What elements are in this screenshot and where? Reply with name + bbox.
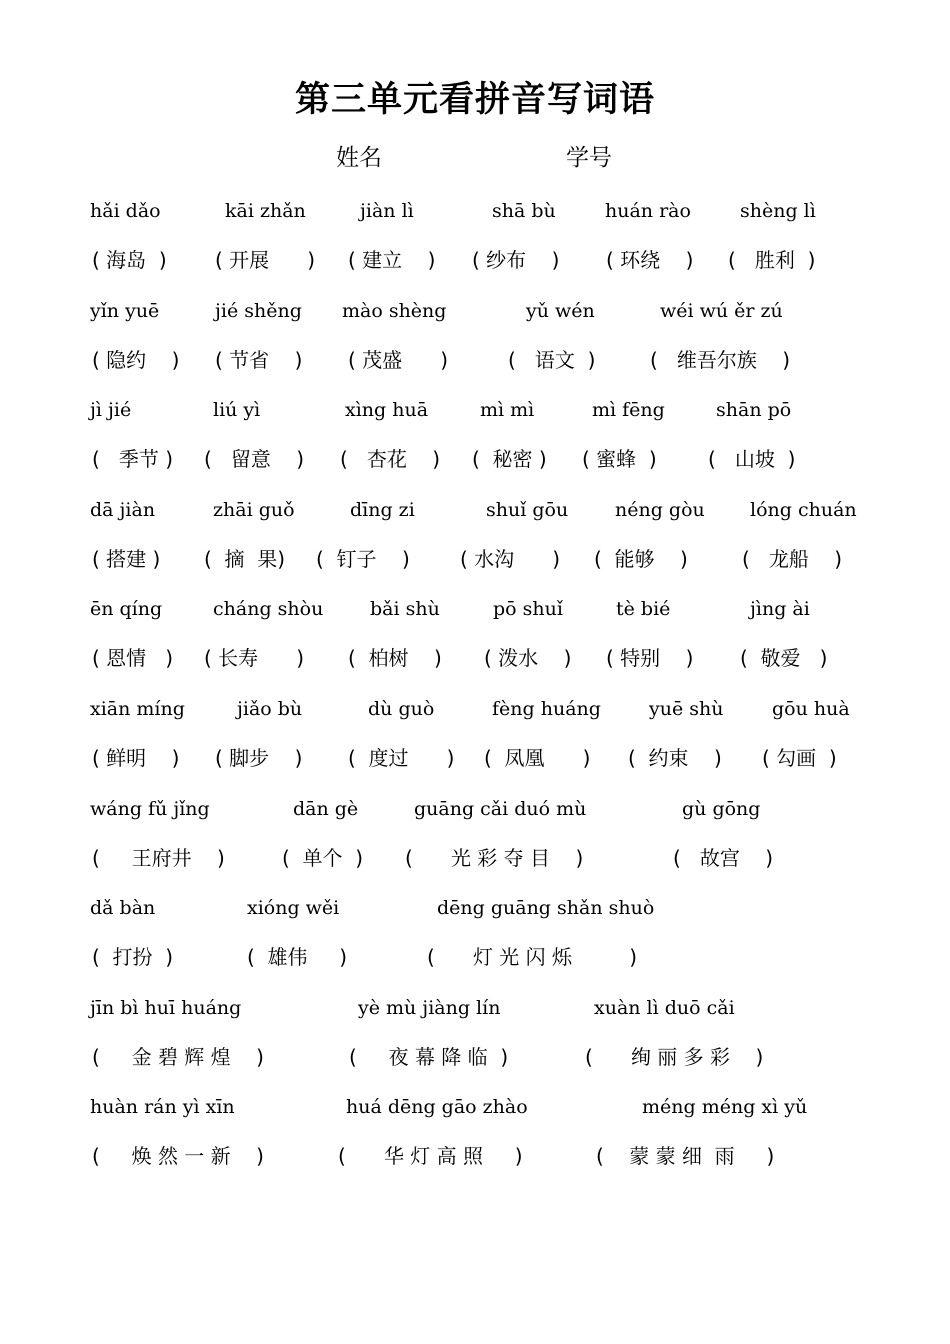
name-label: 姓名 bbox=[336, 145, 382, 171]
answer-field: ( 蜜蜂 ) bbox=[582, 447, 657, 471]
answer-field: ( 打扮 ) bbox=[92, 945, 174, 969]
pinyin-prompt: xuàn lì duō cǎi bbox=[594, 997, 735, 1019]
pinyin-row bbox=[0, 495, 950, 525]
pinyin-prompt: dīng zi bbox=[350, 499, 415, 521]
pinyin-prompt: jīn bì huī huáng bbox=[90, 997, 242, 1019]
pinyin-prompt: mì mì bbox=[480, 399, 535, 421]
answer-field: ( 胜利 ) bbox=[728, 248, 816, 272]
pinyin-prompt: wáng fǔ jǐng bbox=[90, 798, 210, 820]
answer-field: ( 留意 ) bbox=[204, 447, 305, 471]
answer-field: ( 凤凰 ) bbox=[484, 746, 591, 770]
pinyin-prompt: lóng chuán bbox=[750, 499, 857, 521]
answer-row bbox=[0, 542, 950, 576]
pinyin-prompt: shā bù bbox=[492, 200, 556, 222]
pinyin-row bbox=[0, 296, 950, 326]
answer-row bbox=[0, 841, 950, 875]
pinyin-prompt: pō shuǐ bbox=[493, 598, 563, 620]
answer-field: ( 约束 ) bbox=[628, 746, 722, 770]
pinyin-prompt: jì jié bbox=[90, 399, 132, 421]
pinyin-prompt: ēn qíng bbox=[90, 598, 163, 620]
answer-field: ( 隐约 ) bbox=[92, 348, 180, 372]
answer-field: ( 纱布 ) bbox=[472, 248, 560, 272]
pinyin-prompt: shèng lì bbox=[740, 200, 816, 222]
pinyin-prompt: shān pō bbox=[716, 399, 792, 421]
pinyin-row bbox=[0, 993, 950, 1023]
pinyin-prompt: mào shèng bbox=[342, 300, 447, 322]
answer-field: ( 焕 然 一 新 ) bbox=[92, 1144, 264, 1168]
answer-field: ( 蒙 蒙 细 雨 ) bbox=[596, 1144, 775, 1168]
answer-field: ( 华 灯 高 照 ) bbox=[338, 1144, 523, 1168]
answer-field: ( 节省 ) bbox=[215, 348, 303, 372]
answer-field: ( 环绕 ) bbox=[606, 248, 694, 272]
answer-field: ( 度过 ) bbox=[348, 746, 455, 770]
pinyin-prompt: néng gòu bbox=[615, 499, 705, 521]
answer-row bbox=[0, 442, 950, 476]
student-number-label: 学号 bbox=[566, 145, 612, 171]
answer-field: ( 敬爱 ) bbox=[740, 646, 828, 670]
answer-field: ( 水沟 ) bbox=[460, 547, 561, 571]
answer-row bbox=[0, 741, 950, 775]
pinyin-row bbox=[0, 395, 950, 425]
pinyin-prompt: jìng ài bbox=[750, 598, 810, 620]
pinyin-row bbox=[0, 694, 950, 724]
answer-field: ( 绚 丽 多 彩 ) bbox=[585, 1045, 764, 1069]
answer-field: ( 单个 ) bbox=[282, 846, 364, 870]
pinyin-prompt: yuē shù bbox=[649, 698, 724, 720]
pinyin-prompt: yǔ wén bbox=[526, 300, 595, 322]
answer-field: ( 语文 ) bbox=[508, 348, 596, 372]
pinyin-prompt: xìng huā bbox=[345, 399, 429, 421]
answer-field: ( 杏花 ) bbox=[340, 447, 441, 471]
pinyin-prompt: shuǐ gōu bbox=[486, 499, 569, 521]
answer-field: ( 摘 果) bbox=[204, 547, 286, 571]
answer-row bbox=[0, 243, 950, 277]
answer-field: ( 搭建 ) bbox=[92, 547, 161, 571]
pinyin-prompt: zhāi guǒ bbox=[213, 499, 295, 521]
answer-field: ( 能够 ) bbox=[594, 547, 688, 571]
answer-field: ( 开展 ) bbox=[215, 248, 316, 272]
answer-field: ( 勾画 ) bbox=[762, 746, 837, 770]
answer-field: ( 雄伟 ) bbox=[247, 945, 348, 969]
pinyin-prompt: méng méng xì yǔ bbox=[642, 1096, 808, 1118]
pinyin-prompt: yǐn yuē bbox=[90, 300, 160, 322]
pinyin-prompt: bǎi shù bbox=[370, 598, 440, 620]
pinyin-prompt: huá dēng gāo zhào bbox=[346, 1096, 528, 1118]
answer-field: ( 灯 光 闪 烁 ) bbox=[427, 945, 638, 969]
answer-row bbox=[0, 1040, 950, 1074]
pinyin-prompt: dān gè bbox=[293, 798, 359, 820]
pinyin-prompt: dǎ bàn bbox=[90, 897, 156, 919]
answer-row bbox=[0, 1139, 950, 1173]
pinyin-prompt: gōu huà bbox=[772, 698, 850, 720]
pinyin-prompt: gù gōng bbox=[682, 798, 761, 820]
answer-field: ( 金 碧 辉 煌 ) bbox=[92, 1045, 264, 1069]
answer-field: ( 夜 幕 降 临 ) bbox=[349, 1045, 509, 1069]
page-title: 第三单元看拼音写词语 bbox=[294, 80, 655, 120]
pinyin-prompt: hǎi dǎo bbox=[90, 200, 161, 222]
pinyin-row bbox=[0, 1092, 950, 1122]
pinyin-prompt: huán rào bbox=[605, 200, 691, 222]
answer-field: ( 特别 ) bbox=[606, 646, 694, 670]
pinyin-prompt: mì fēng bbox=[592, 399, 665, 421]
pinyin-prompt: liú yì bbox=[213, 399, 261, 421]
pinyin-prompt: yè mù jiàng lín bbox=[358, 997, 501, 1019]
pinyin-prompt: dā jiàn bbox=[90, 499, 156, 521]
answer-row bbox=[0, 343, 950, 377]
answer-field: ( 故宫 ) bbox=[673, 846, 774, 870]
pinyin-prompt: guāng cǎi duó mù bbox=[414, 798, 587, 820]
answer-field: ( 龙船 ) bbox=[742, 547, 843, 571]
answer-field: ( 山坡 ) bbox=[708, 447, 796, 471]
answer-field: ( 光 彩 夺 目 ) bbox=[405, 846, 584, 870]
pinyin-row bbox=[0, 893, 950, 923]
pinyin-prompt: xióng wěi bbox=[247, 897, 340, 919]
answer-field: ( 泼水 ) bbox=[484, 646, 572, 670]
pinyin-prompt: huàn rán yì xīn bbox=[90, 1096, 235, 1118]
pinyin-prompt: cháng shòu bbox=[213, 598, 324, 620]
answer-field: ( 茂盛 ) bbox=[348, 348, 449, 372]
pinyin-prompt: jiǎo bù bbox=[237, 698, 303, 720]
answer-field: ( 维吾尔族 ) bbox=[650, 348, 791, 372]
answer-field: ( 长寿 ) bbox=[204, 646, 305, 670]
answer-field: ( 季节 ) bbox=[92, 447, 174, 471]
answer-field: ( 柏树 ) bbox=[348, 646, 442, 670]
pinyin-prompt: dēng guāng shǎn shuò bbox=[437, 897, 655, 919]
answer-field: ( 恩情 ) bbox=[92, 646, 174, 670]
answer-field: ( 王府井 ) bbox=[92, 846, 225, 870]
pinyin-prompt: fèng huáng bbox=[492, 698, 601, 720]
answer-field: ( 脚步 ) bbox=[215, 746, 303, 770]
answer-row bbox=[0, 940, 950, 974]
pinyin-prompt: xiān míng bbox=[90, 698, 185, 720]
pinyin-prompt: dù guò bbox=[368, 698, 435, 720]
pinyin-prompt: tè bié bbox=[616, 598, 671, 620]
pinyin-row bbox=[0, 794, 950, 824]
answer-field: ( 钉子 ) bbox=[316, 547, 410, 571]
answer-row bbox=[0, 641, 950, 675]
answer-field: ( 海岛 ) bbox=[92, 248, 167, 272]
pinyin-prompt: wéi wú ěr zú bbox=[660, 300, 783, 322]
answer-field: ( 秘密 ) bbox=[472, 447, 547, 471]
pinyin-row bbox=[0, 594, 950, 624]
pinyin-prompt: jiàn lì bbox=[360, 200, 414, 222]
answer-field: ( 建立 ) bbox=[348, 248, 436, 272]
pinyin-row bbox=[0, 196, 950, 226]
pinyin-prompt: kāi zhǎn bbox=[225, 200, 306, 222]
pinyin-prompt: jié shěng bbox=[215, 300, 302, 322]
answer-field: ( 鲜明 ) bbox=[92, 746, 180, 770]
